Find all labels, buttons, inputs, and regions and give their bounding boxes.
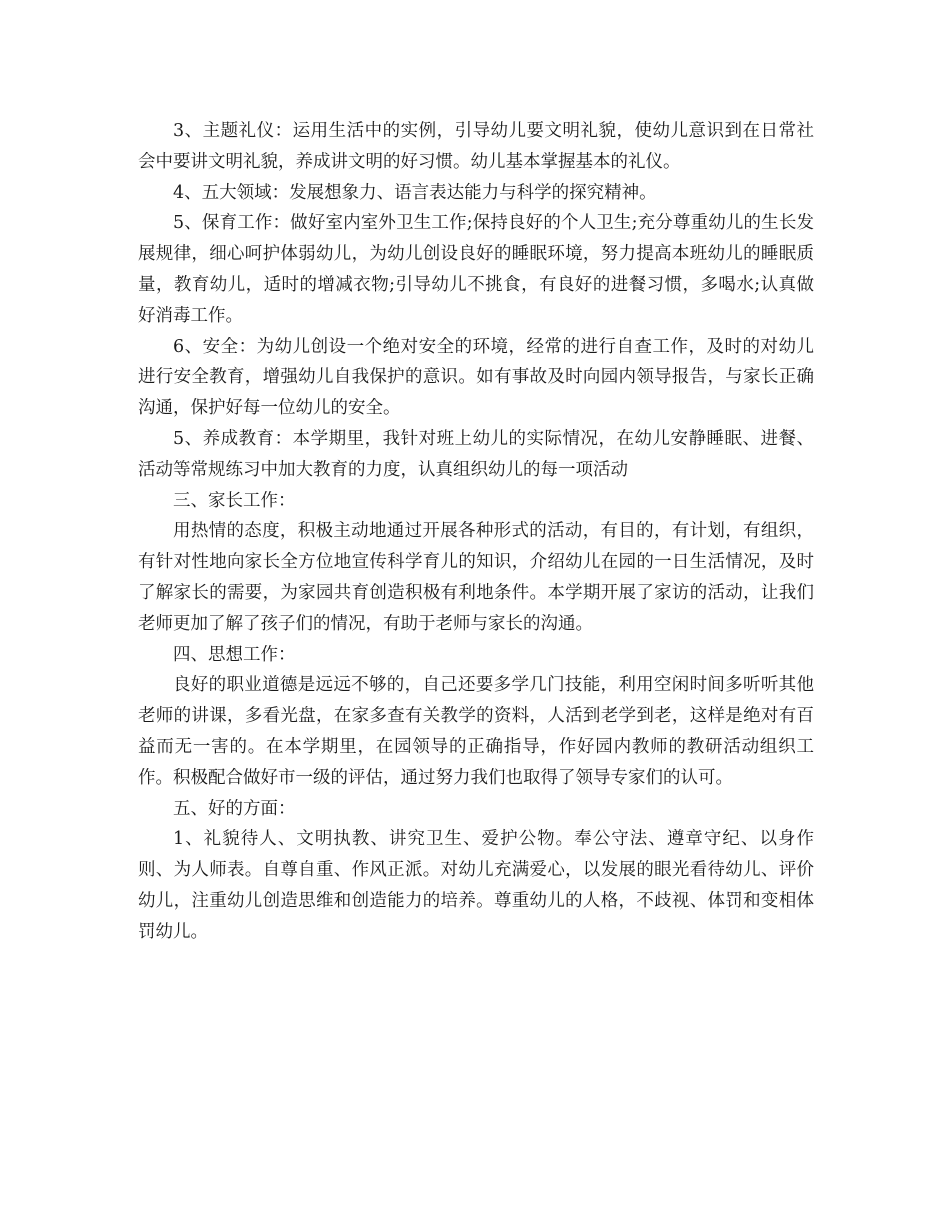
paragraph-etiquette: 3、主题礼仪：运用生活中的实例，引导幼儿要文明礼貌，使幼儿意识到在日常社会中要讲文明礼貌，养成讲文明的好习惯。幼儿基本掌握基本的礼仪。 <box>138 121 814 172</box>
paragraph-safety: 6、安全：为幼儿创设一个绝对安全的环境，经常的进行自查工作，及时的对幼儿进行安全教育，增强幼儿自我保护的意识。如有事故及时向园内领导报告，与家长正确沟通，保护好每一位幼儿的安全。 <box>138 336 814 419</box>
paragraph-ideology-work: 良好的职业道德是远远不够的，自己还要多学几门技能，利用空闲时间多听听其他老师的讲课，多看光盘，在家多查有关教学的资料，人活到老学到老，这样是绝对有百益而无一害的。在本学期里，在园领导的正确指导，作好园内教师的教研活动组织工作。积极配合做好市一级的评估，通过努力我们也取得了领导专家们的认可。 <box>138 675 814 788</box>
heading-good-aspects: 五、好的方面： <box>173 798 296 819</box>
document-page <box>138 116 814 948</box>
heading-parent-work: 三、家长工作： <box>173 490 296 511</box>
paragraph-parent-work: 用热情的态度，积极主动地通过开展各种形式的活动，有目的，有计划，有组织，有针对性地向家长全方位地宣传科学育儿的知识，介绍幼儿在园的一日生活情况，及时了解家长的需要，为家园共育创造积极有利地条件。本学期开展了家访的活动，让我们老师更加了解了孩子们的情况，有助于老师与家长的沟通。 <box>138 521 814 634</box>
paragraph-habit-education: 5、养成教育：本学期里，我针对班上幼儿的实际情况，在幼儿安静睡眠、进餐、活动等常规练习中加大教育的力度，认真组织幼儿的每一项活动 <box>138 428 814 480</box>
paragraph-good-aspects: 1、礼貌待人、文明执教、讲究卫生、爱护公物。奉公守法、遵章守纪、以身作则、为人师表。自尊自重、作风正派。对幼儿充满爱心，以发展的眼光看待幼儿、评价幼儿，注重幼儿创造思维和创造能力的培养。尊重幼儿的人格，不歧视、体罚和变相体罚幼儿。 <box>138 829 814 942</box>
heading-ideology-work: 四、思想工作： <box>173 644 296 665</box>
paragraph-five-domains: 4、五大领域：发展想象力、语言表达能力与科学的探究精神。 <box>173 182 657 203</box>
paragraph-childcare: 5、保育工作：做好室内室外卫生工作;保持良好的个人卫生;充分尊重幼儿的生长发展规律，细心呵护体弱幼儿，为幼儿创设良好的睡眠环境，努力提高本班幼儿的睡眠质量，教育幼儿，适时的增减衣物;引导幼儿不挑食，有良好的进餐习惯，多喝水;认真做好消毒工作。 <box>138 213 814 326</box>
